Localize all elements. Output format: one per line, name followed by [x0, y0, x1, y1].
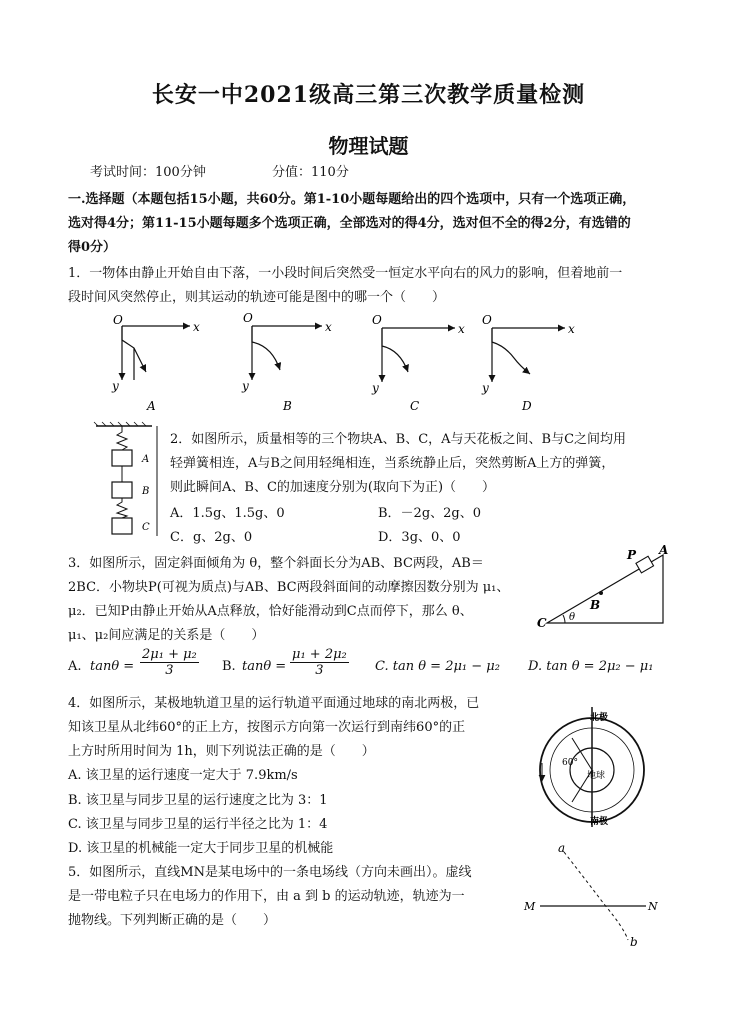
q5-line3: 抛物线。下列判断正确的是（ ） [68, 913, 277, 928]
section-heading-line2: 选对得4分；第11-15小题每题多个选项正确，全部选对的得4分，选对但不全的得2分，有选错的 [68, 216, 631, 231]
q2-line2: 轻弹簧相连，A与B之间用轻绳相连，当系统静止后，突然剪断A上方的弹簧， [170, 456, 615, 471]
q1-graph-b [241, 311, 332, 413]
q1-graph-a [111, 313, 200, 413]
q5-field-figure [520, 840, 670, 952]
q4-option-b: B. 该卫星与同步卫星的运行速度之比为 3：1 [68, 793, 328, 808]
q1-a-origin: O [113, 313, 123, 327]
q2-fig-label-b: B [142, 486, 150, 497]
q1-c-x: x [458, 322, 465, 336]
q3-option-a-lhs: tanθ = [90, 659, 135, 674]
q3-option-b-num: μ₁ + 2μ₂ [292, 647, 347, 662]
q4-option-d: D. 该卫星的机械能一定大于同步卫星的机械能 [68, 841, 334, 856]
q1-c-origin: O [372, 313, 382, 327]
q2-figure [92, 420, 164, 538]
q3-line4: μ₁、μ₂间应满足的关系是（ ） [68, 628, 265, 643]
q5-fig-b: b [630, 935, 638, 949]
q4-fig-north: 北极 [590, 713, 609, 723]
q2-option-c: C．g、2g、0 [170, 530, 253, 545]
q1-label-c: C [410, 399, 420, 413]
page-subtitle: 物理试题 [328, 134, 409, 158]
q4-option-c: C. 该卫星与同步卫星的运行半径之比为 1：4 [68, 817, 328, 832]
q2-fig-label-a: A [142, 454, 150, 465]
q5-line2: 是一带电粒子只在电场力的作用下，由 a 到 b 的运动轨迹，轨迹为一 [68, 889, 465, 904]
q3-line1: 3．如图所示，固定斜面倾角为 θ，整个斜面长分为AB、BC两段，AB＝ [68, 556, 484, 571]
q4-orbit-figure [530, 705, 660, 830]
q1-a-x: x [193, 320, 200, 334]
q4-fig-south: 南极 [590, 817, 609, 827]
q3-option-b-lhs: tanθ = [242, 659, 287, 674]
q1-figure [100, 310, 580, 422]
q3-incline-figure [535, 545, 675, 630]
page-title: 长安一中2021级高三第三次教学质量检测 [151, 82, 586, 108]
q3-option-b-den: 3 [315, 663, 324, 678]
q3-option-a-num: 2μ₁ + μ₂ [142, 647, 197, 662]
q5-line1: 5．如图所示，直线MN是某电场中的一条电场线（方向未画出）。虚线 [68, 865, 472, 880]
q1-d-y: y [482, 381, 489, 395]
q3-line2: 2BC．小物块P(可视为质点)与AB、BC两段斜面间的动摩擦因数分别为 μ₁、 [68, 580, 510, 595]
q1-a-y: y [112, 379, 119, 393]
q3-option-d: D. tan θ = 2μ₂ − μ₁ [528, 659, 654, 674]
q1-b-y: y [242, 379, 249, 393]
q4-fig-angle: 60° [562, 758, 578, 768]
section-heading-line3: 得0分） [68, 240, 117, 255]
q2-option-a: A．1.5g、1.5g、0 [170, 506, 285, 521]
q1-label-a: A [147, 399, 156, 413]
q3-option-a-den: 3 [165, 663, 174, 678]
q2-line3: 则此瞬间A、B、C的加速度分别为(取向下为正)（ ） [170, 480, 496, 495]
q3-option-b-fraction [290, 647, 349, 678]
q2-fig-label-c: C [142, 522, 150, 533]
q4-line1: 4．如图所示，某极地轨道卫星的运行轨道平面通过地球的南北两极，已 [68, 696, 480, 711]
q2-option-b: B．－2g、2g、0 [378, 506, 482, 521]
q3-fig-a: A [659, 545, 669, 557]
q3-option-a-prefix: A. [68, 659, 82, 674]
q3-option-a-fraction [140, 647, 199, 678]
q1-graph-c [371, 313, 465, 413]
q5-fig-n: N [648, 900, 658, 913]
q5-fig-a: a [558, 841, 566, 855]
section-heading-line1: 一.选择题（本题包括15小题，共60分。第1-10小题每题给出的四个选项中，只有一个选项正确， [68, 192, 636, 207]
exam-time: 考试时间：100分钟 [90, 165, 206, 180]
q3-option-b-prefix: B. [222, 659, 236, 674]
q1-label-b: B [283, 399, 292, 413]
q1-b-origin: O [243, 311, 253, 325]
q4-line2: 知该卫星从北纬60°的正上方，按图示方向第一次运行到南纬60°的正 [68, 720, 466, 735]
q3-line3: μ₂．已知P由静止开始从A点释放，恰好能滑动到C点而停下，那么 θ、 [68, 604, 473, 619]
q1-d-origin: O [482, 313, 492, 327]
q4-fig-earth: 地球 [587, 771, 606, 781]
q1-line2: 段时间风突然停止，则其运动的轨迹可能是图中的哪一个（ ） [68, 290, 446, 305]
q1-line1: 1．一物体由静止开始自由下落，一小段时间后突然受一恒定水平向右的风力的影响，但着地前一 [68, 266, 623, 281]
exam-score: 分值：110分 [272, 165, 349, 180]
q1-c-y: y [372, 381, 379, 395]
q1-label-d: D [522, 399, 532, 413]
q4-line3: 上方时所用时间为 1h，则下列说法正确的是（ ） [68, 744, 375, 759]
q3-fig-b: B [590, 598, 601, 612]
q2-line1: 2．如图所示，质量相等的三个物块A、B、C，A与天花板之间、B与C之间均用 [170, 432, 627, 447]
q2-option-d: D．3g、0、0 [378, 530, 461, 545]
q1-d-x: x [568, 322, 575, 336]
q4-option-a: A. 该卫星的运行速度一定大于 7.9km/s [68, 768, 298, 783]
q3-option-c: C. tan θ = 2μ₁ − μ₂ [375, 659, 500, 674]
q1-graph-d [481, 313, 575, 413]
q5-fig-m: M [524, 900, 536, 913]
q3-fig-p: P [627, 548, 637, 562]
q3-fig-theta: θ [569, 612, 576, 623]
q1-b-x: x [325, 320, 332, 334]
q3-fig-c: C [537, 616, 547, 630]
